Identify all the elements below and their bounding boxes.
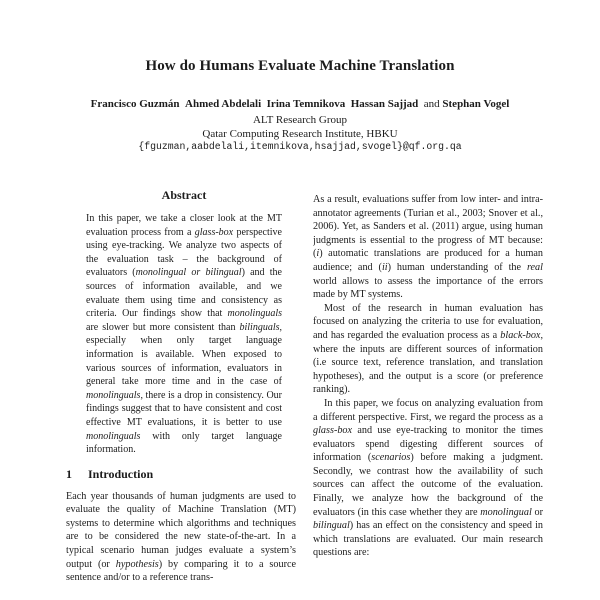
body-paragraph-3 [313,397,543,560]
text-run: ) automatic translations are produced for a human audience; and ( [313,248,543,273]
authors-line [0,98,600,110]
paper-title: How do Humans Evaluate Machine Translation [145,58,455,74]
text-run: hypothesis [115,558,159,570]
text-run: In this paper, we take a closer look at the MT evaluation process from a [86,213,282,238]
text-run: world allows to assess the importance of the errors made by MT systems. [313,275,543,301]
text-run: , where the inputs are different sources of information (i.e source text, reference translation, and translation hypotheses), and the output is a score (or preference ranking). [313,329,543,396]
right-column [313,186,543,600]
section-number: 1 [66,466,72,481]
text-run: bilinguals [239,321,280,333]
text-run: monolinguals [86,389,141,401]
text-run: In this paper, we focus on analyzing evaluation from a different perspective. First, we regard the process as a [313,397,543,423]
text-run: monolinguals [86,430,141,442]
text-run: As a result, evaluations suffer from low inter- and intra-annotator agreements (Turian et al., 2003; Snover et al., 2006). Yet, as Sanders et al. (2011) argue, using human judgments is essential to the progress of MT because: ( [313,194,543,260]
section-title: Introduction [88,466,154,481]
left-column [66,186,296,600]
text-run: glass-box [313,425,353,437]
affiliation-institute: Qatar Computing Research Institute, HBKU [202,128,398,140]
text-run: ) has an effect on the consistency and speed in which translations are evaluated. Our main research questions are: [313,520,543,559]
text-run: perspective using eye-tracking. We analyze two aspects of the evaluation task – the background of evaluators ( [86,226,282,279]
text-run: ) by comparing it to a source sentence and/or to a reference trans- [66,558,296,584]
text-run: Each year thousands of human judgments are used to evaluate the quality of Machine Translation (MT) systems to determine which algorithms and techniques are to be considered the new state-of-the-art. In a typical scenario human judges evaluate a system’s output (or [66,490,296,570]
text-run: monolingual or bilingual [135,267,242,279]
text-run: Most of the research in human evaluation has focused on analyzing the criteria to use for evaluation, and has regarded the evaluation process as a [313,302,543,341]
text-run: real [526,261,543,273]
text-run: black-box [500,329,541,341]
abstract-heading: Abstract [161,188,207,202]
text-run: , there is a drop in consistency. Our findings suggest that to have consistent and cost effective MT evaluations, it is better to use [86,389,282,428]
abstract-paragraph [86,212,282,457]
text-run: glass-box [194,226,234,238]
text-run: ) human understanding of the [387,261,527,273]
text-run: or [531,506,543,518]
text-run: Ahmed Abdelali [185,98,262,110]
text-run: ) before making a judgment. Secondly, we contrast how the availability of such sources can affect the outcome of the evaluation. Finally, we analyze how the background of the evaluators (in this case whether they are [313,452,543,518]
text-run: , especially when only target language information is available. When exposed to various sources of information, evaluators in general take more time and in the case of [86,321,282,388]
text-run: monolinguals [227,308,282,320]
text-run: Francisco Guzmán [90,98,180,110]
text-run: with only target language information. [86,430,282,456]
text-run: ii [381,261,388,273]
text-run: monolingual [480,506,532,518]
abstract-section [86,188,282,457]
text-run: and use eye-tracking to monitor the times evaluators spend digesting different sources of information ( [313,425,543,464]
affiliation-group: ALT Research Group [252,114,348,126]
text-run: Irina Temnikova [266,98,346,110]
text-run: Hassan Sajjad [350,98,419,110]
section-heading-introduction [66,467,296,482]
text-run: i [316,248,320,260]
email-line: {fguzman,aabdelali,itemnikova,hsajjad,svogel}@qf.org.qa [138,141,462,152]
text-run: Stephan Vogel [442,98,510,110]
text-run: bilingual [313,520,350,532]
text-run: scenarios [371,452,411,464]
text-run: and [418,98,443,110]
introduction-paragraph [66,490,296,585]
body-paragraph-1 [313,193,543,302]
text-run: are slower but more consistent than [86,321,240,333]
body-paragraph-2 [313,302,543,397]
text-run: ) and the sources of information available, and we evaluate them using time and consistency as criteria. Our findings show that [86,267,282,320]
